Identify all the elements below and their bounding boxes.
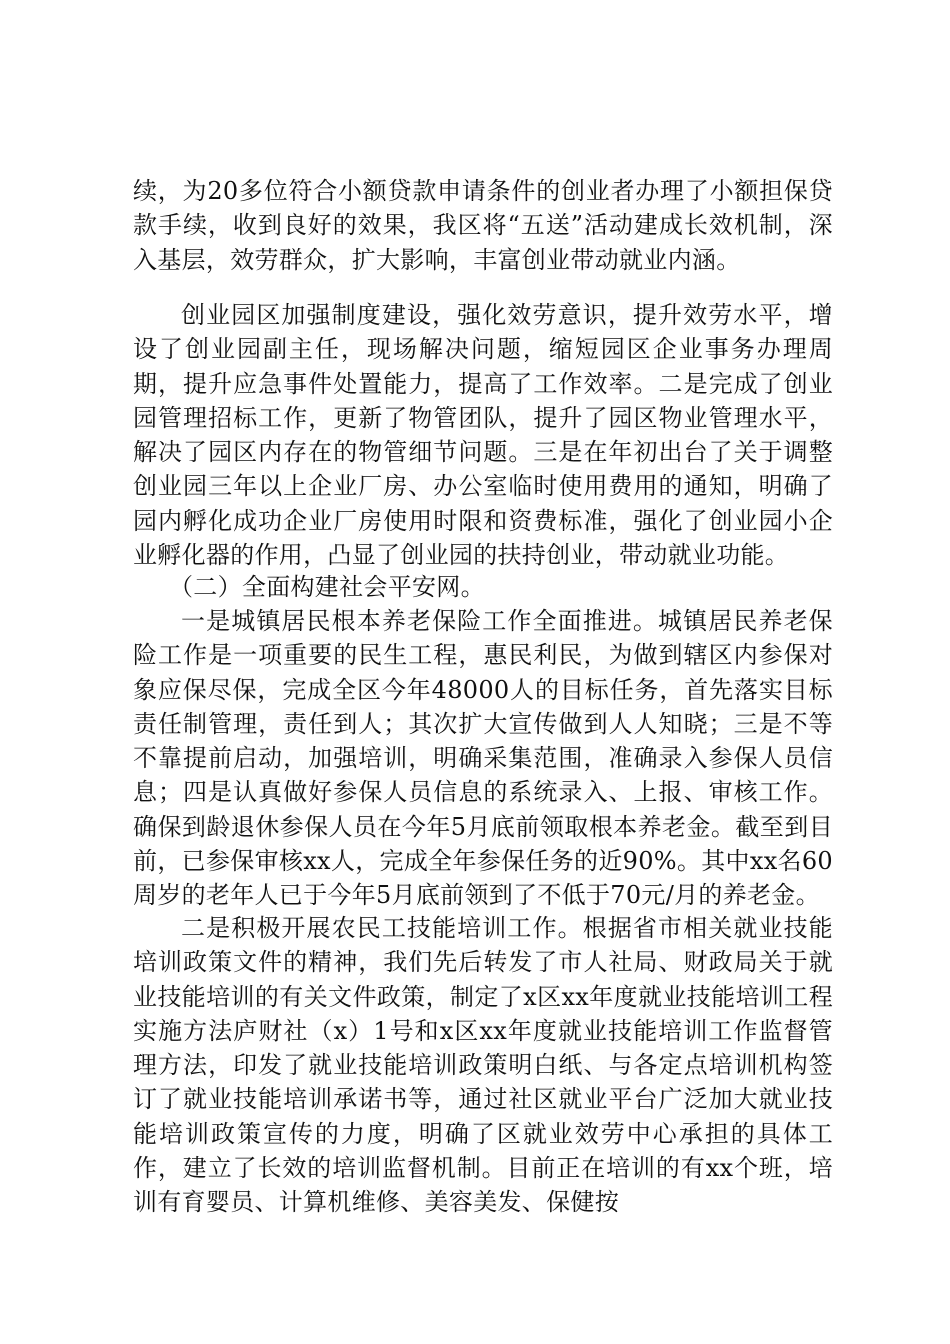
paragraph-text: 创业园区加强制度建设，强化效劳意识，提升效劳水平，增设了创业园副主任，现场解决问题，缩短园区企业事务办理周期，提升应急事件处置能力，提高了工作效率。二是完成了创业园管理招标工作，更新了物管团队，提升了园区物业管理水平，解决了园区内存在的物管细节问题。三是在年初出台了关于调整创业园三年以上企业厂房、办公室临时使用费用的通知，明确了园内孵化成功企业厂房使用时限和资费标准，强化了创业园小企业孵化器的作用，凸显了创业园的扶持创业，带动就业功能。 xyxy=(133,301,833,570)
section-heading-text: （二）全面构建社会平安网。 xyxy=(169,573,485,601)
paragraph-continuation xyxy=(133,174,833,277)
paragraph-text: 续，为20多位符合小额贷款申请条件的创业者办理了小额担保贷款手续，收到良好的效果，我区将“五送”活动建成长效机制，深入基层，效劳群众，扩大影响，丰富创业带动就业内涵。 xyxy=(133,177,833,274)
paragraph-skills-training xyxy=(133,911,833,1220)
paragraph-pension-insurance xyxy=(133,604,833,913)
section-heading xyxy=(133,570,833,604)
paragraph-text: 一是城镇居民根本养老保险工作全面推进。城镇居民养老保险工作是一项重要的民生工程，惠民利民，为做到辖区内参保对象应保尽保，完成全区今年48000人的目标任务，首先落实目标责任制管理，责任到人；其次扩大宣传做到人人知晓；三是不等不靠提前启动，加强培训，明确采集范围，准确录入参保人员信息；四是认真做好参保人员信息的系统录入、上报、审核工作。确保到龄退休参保人员在今年5月底前领取根本养老金。截至到目前，已参保审核xx人，完成全年参保任务的近90%。其中xx名60周岁的老年人已于今年5月底前领到了不低于70元/月的养老金。 xyxy=(133,607,833,910)
paragraph-text: 二是积极开展农民工技能培训工作。根据省市相关就业技能培训政策文件的精神，我们先后转发了市人社局、财政局关于就业技能培训的有关文件政策，制定了x区xx年度就业技能培训工程实施方法庐财社（x）1号和x区xx年度就业技能培训工作监督管理方法，印发了就业技能培训政策明白纸、与各定点培训机构签订了就业技能培训承诺书等，通过社区就业平台广泛加大就业技能培训政策宣传的力度，明确了区就业效劳中心承担的具体工作，建立了长效的培训监督机制。目前正在培训的有xx个班，培训有育婴员、计算机维修、美容美发、保健按 xyxy=(133,914,833,1217)
paragraph-startup-park xyxy=(133,298,833,572)
